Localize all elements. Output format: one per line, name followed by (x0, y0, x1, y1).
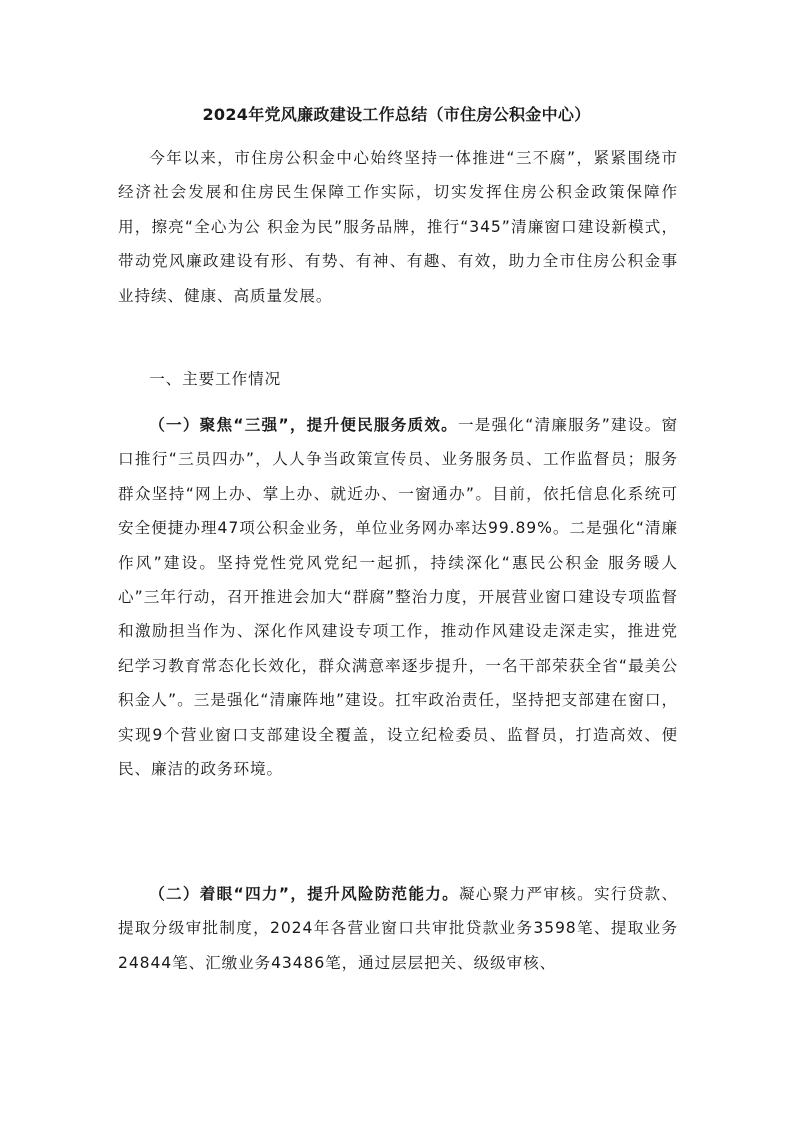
section-2-paragraph (118, 877, 678, 980)
intro-paragraph: 今年以来，市住房公积金中心始终坚持一体推进“三不腐”，紧紧围绕市经济社会发展和住房民生保障工作实际，切实发挥住房公积金政策保障作用，擦亮“全心为公 积金为民”服务品牌，推行“345”清廉窗口建设新模式，带动党风廉政建设有形、有势、有神、有趣、有效，助力全市住房公积金事业持续、健康、高质量发展。 (118, 149, 678, 305)
section-1-lead: （一）聚焦“三强”，提升便民服务质效。 (149, 416, 458, 434)
section-1-body: 一是强化“清廉服务”建设。窗口推行“三员四办”，人人争当政策宣传员、业务服务员、工作监督员；服务群众坚持“网上办、掌上办、就近办、一窗通办”。目前，依托信息化系统可安全便捷办理47项公积金业务，单位业务网办率达99.89%。二是强化“清廉作风”建设。坚持党性党风党纪一起抓，持续深化“惠民公积金 服务暖人心”三年行动，召开推进会加大“群腐”整治力度，开展营业窗口建设专项监督和激励担当作为、深化作风建设专项工作，推动作风建设走深走实，推进党纪学习教育常态化长效化，群众满意率逐步提升，一名干部荣获全省“最美公积金人”。三是强化“清廉阵地”建设。扛牢政治责任，坚持把支部建在窗口，实现9个营业窗口支部建设全覆盖，设立纪检委员、监督员，打造高效、便民、廉洁的政务环境。 (118, 416, 678, 779)
section-2-lead: （二）着眼“四力”，提升风险防范能力。 (149, 885, 460, 903)
section-2-body: 凝心聚力严审核。实行贷款、提取分级审批制度，2024年各营业窗口共审批贷款业务3598笔、提取业务24844笔、汇缴业务43486笔，通过层层把关、级级审核、 (118, 885, 678, 972)
document-title: 2024年党风廉政建设工作总结（市住房公积金中心） (202, 105, 591, 124)
section-heading-main-work: 一、主要工作情况 (149, 370, 282, 388)
section-1-paragraph (118, 408, 678, 786)
